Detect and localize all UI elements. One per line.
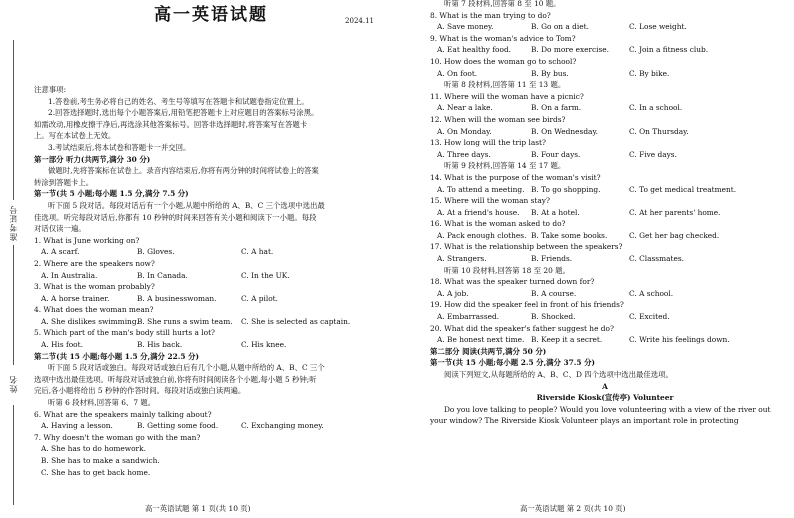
right-column [430,0,780,427]
question-7 [34,432,384,478]
section1-heading: 第一节(共 5 小题;每小题 1.5 分,满分 7.5 分) [34,189,189,199]
question-19 [430,299,780,322]
part2-heading: 第二部分 阅读(共两节,满分 50 分) [430,346,547,356]
note-item: 3.考试结束后,将本试卷和答题卡一并交回。 [48,142,191,152]
option-c: C. Get her bag checked. [629,230,720,240]
option-b: B. Getting some food. [137,421,219,431]
option-a: A. Three days. [437,149,491,159]
part1-intro: 做题时,先将答案标在试卷上。录音内容结束后,你将有两分钟的时间将试卷上的答案 [48,166,319,176]
page-footer-right: 高一英语试题 第 2 页(共 10 页) [520,504,626,513]
question-2 [34,258,384,281]
section1-intro: 听下面 5 段对话。每段对话后有一个小题,从题中所给的 A、B、C 三个选项中选出最 [48,200,325,210]
option-b: B. On Wednesday. [531,126,599,136]
material-label: 听第 6 段材料,回答第 6、7 题。 [48,398,156,408]
option-b: B. Gloves. [137,247,175,257]
option-c: C. On Thursday. [629,126,689,136]
option-c: C. A school. [629,288,674,298]
question-text: 14. What is the purpose of the woman's visit? [430,172,601,182]
question-text: 2. Where are the speakers now? [34,258,155,268]
question-5 [34,327,384,350]
option-a: A. Save money. [437,22,494,32]
option-a: A. Pack enough clothes. [437,230,527,240]
notes-heading: 注意事项: [34,85,67,94]
question-12 [430,114,780,137]
question-18 [430,276,780,299]
option-a: A. Be honest next time. [437,335,525,345]
option-b: B. Four days. [531,149,581,159]
note-item: 1.答卷前,考生务必将自己的姓名、考生号等填写在答题卡和试题卷指定位置上。 [48,96,309,106]
section1-intro: 对话仅读一遍。 [34,224,86,234]
option-a: A. At a friend's house. [437,207,520,217]
option-c: C. At her parents' home. [629,207,721,217]
question-text: 3. What is the woman probably? [34,282,155,292]
option-b: B. Take some books. [531,230,608,240]
option-c: C. A pilot. [241,293,279,303]
question-10 [430,56,780,79]
question-text: 15. Where will the woman stay? [430,196,550,206]
option-a: A. A scarf. [41,247,80,257]
question-3 [34,281,384,304]
option-c: C. Five days. [629,149,677,159]
option-c: C. Exchanging money. [241,421,324,431]
section2-intro: 听下面 5 段对话或独白。每段对话或独白后有几个小题,从题中所给的 A、B、C 三个 [48,363,325,373]
question-20 [430,323,780,346]
option-a: A. His foot. [41,340,83,350]
section2-intro: 选项中选出最佳选项。听每段对话或独白前,你将有时间阅读各个小题,每小题 5 秒钟;听 [34,374,317,384]
question-11 [430,91,780,114]
option-b: B. His back. [137,340,183,350]
option-b: B. A businesswoman. [137,293,217,303]
option-a: A. She has to do homework. [41,444,146,454]
option-b: B. Shocked. [531,312,576,322]
option-a: A. In Australia. [41,270,98,280]
option-c: C. His knee. [241,340,287,350]
question-text: 17. What is the relationship between the speakers? [430,242,623,252]
question-17 [430,241,780,264]
option-b: B. At a hotel. [531,207,580,217]
exam-number-label: 准考证号 [9,205,18,241]
question-text: 1. What is June working on? [34,235,140,245]
binding-line [13,40,14,200]
question-text: 10. How does the woman go to school? [430,56,577,66]
question-15 [430,195,780,218]
option-c: C. She is selected as captain. [241,316,351,326]
question-text: 9. What is the woman's advice to Tom? [430,33,576,43]
option-b: B. On a farm. [531,103,582,113]
binding-line [13,405,14,505]
note-item: 如需改动,用橡皮擦干净后,再选涂其他答案标号。回答非选择题时,将答案写在答题卡 [34,119,308,129]
option-a: A. A horse trainer. [41,293,110,303]
note-item: 上。写在本试卷上无效。 [34,131,116,141]
question-4 [34,304,384,327]
question-8 [430,10,780,33]
question-1 [34,235,384,258]
option-b: B. Friends. [531,254,573,264]
option-a: A. On Monday. [437,126,492,136]
binding-margin [0,0,30,518]
option-c: C. By bike. [629,68,670,78]
exam-date: 2024.11 [345,17,374,25]
question-9 [430,33,780,56]
note-item: 2.回答选择题时,选出每个小题答案后,用铅笔把答题卡上对应题目的答案标号涂黑。 [48,108,319,118]
section2-intro: 完后,各小题将给出 5 秒钟的作答时间。每段对话或独白读两遍。 [34,386,246,396]
part1-intro: 转涂到答题卡上。 [34,177,94,187]
question-14 [430,172,780,195]
option-b: B. In Canada. [137,270,188,280]
option-a: A. On foot. [437,68,478,78]
option-b: B. To go shopping. [531,184,601,194]
option-c: C. Classmates. [629,254,685,264]
passage-letter: A [602,381,608,391]
binding-line [13,245,14,365]
option-b: B. By bus. [531,68,569,78]
option-c: C. To get medical treatment. [629,184,737,194]
material-label: 听第 7 段材料,回答第 8 至 10 题。 [444,0,561,8]
section2-heading: 第二节(共 15 小题;每小题 1.5 分,满分 22.5 分) [34,351,199,361]
question-text: 8. What is the man trying to do? [430,10,551,20]
question-text: 5. Which part of the man's body still hurts a lot? [34,328,215,338]
question-text: 20. What did the speaker's father suggest he do? [430,323,614,333]
option-c: C. She has to get back home. [41,467,151,477]
question-text: 4. What does the woman mean? [34,305,154,315]
part2-section1-heading: 第一节(共 15 小题;每小题 2.5 分,满分 37.5 分) [430,358,595,368]
page-title: 高一英语试题 [154,5,268,25]
option-c: C. Excited. [629,312,670,322]
section1-intro: 佳选项。听完每段对话后,你都有 10 秒钟的时间来回答有关小题和阅读下一小题。每段 [34,212,317,222]
option-a: A. She dislikes swimming. [41,316,139,326]
question-text: 6. What are the speakers mainly talking about? [34,409,212,419]
part1-heading: 第一部分 听力(共两节,满分 30 分) [34,154,151,164]
option-a: A. Eat healthy food. [437,45,512,55]
part2-intro: 阅读下列短文,从每题所给的 A、B、C、D 四个选项中选出最佳选项。 [444,370,673,379]
option-c: C. In a school. [629,103,683,113]
question-text: 18. What was the speaker turned down for? [430,277,595,287]
material-label: 听第 8 段材料,回答第 11 至 13 题。 [444,80,566,90]
option-a: A. Strangers. [437,254,487,264]
option-a: A. Embarrassed. [437,312,500,322]
material-label: 听第 9 段材料,回答第 14 至 17 题。 [444,161,566,171]
option-c: C. In the UK. [241,270,290,280]
option-b: B. Keep it a secret. [531,335,603,345]
option-a: A. A job. [437,288,469,298]
option-b: B. A course. [531,288,577,298]
question-text: 7. Why doesn't the woman go with the man? [34,432,201,442]
question-text: 19. How did the speaker feel in front of his friends? [430,300,624,310]
question-16 [430,218,780,241]
page-footer-left: 高一英语试题 第 1 页(共 10 页) [145,504,251,513]
passage-text: Do you love talking to people? Would you love volunteering with a view of the river out your window? The Riverside Kiosk Volunteer plays an important role in protecting [430,404,771,426]
option-a: A. To attend a meeting. [437,184,525,194]
question-6 [34,409,384,432]
option-c: C. Write his feelings down. [629,335,730,345]
question-13 [430,137,780,160]
question-text: 13. How long will the trip last? [430,138,546,148]
material-label: 听第 10 段材料,回答第 18 至 20 题。 [444,265,570,275]
option-a: A. Having a lesson. [41,421,113,431]
option-c: C. Lose weight. [629,22,687,32]
option-b: B. She has to make a sandwich. [41,456,160,465]
question-text: 12. When will the woman see birds? [430,114,566,124]
name-label: 姓名 [9,375,18,393]
option-b: B. Go on a diet. [531,22,589,32]
question-text: 16. What is the woman asked to do? [430,219,566,229]
question-text: 11. Where will the woman have a picnic? [430,91,584,101]
option-b: B. She runs a swim team. [137,316,233,326]
option-b: B. Do more exercise. [531,45,610,55]
option-c: C. A hat. [241,247,274,257]
passage-title: Riverside Kiosk(宣传亭) Volunteer [536,393,674,403]
left-column [34,0,384,478]
option-a: A. Near a lake. [437,103,493,113]
option-c: C. Join a fitness club. [629,45,709,55]
